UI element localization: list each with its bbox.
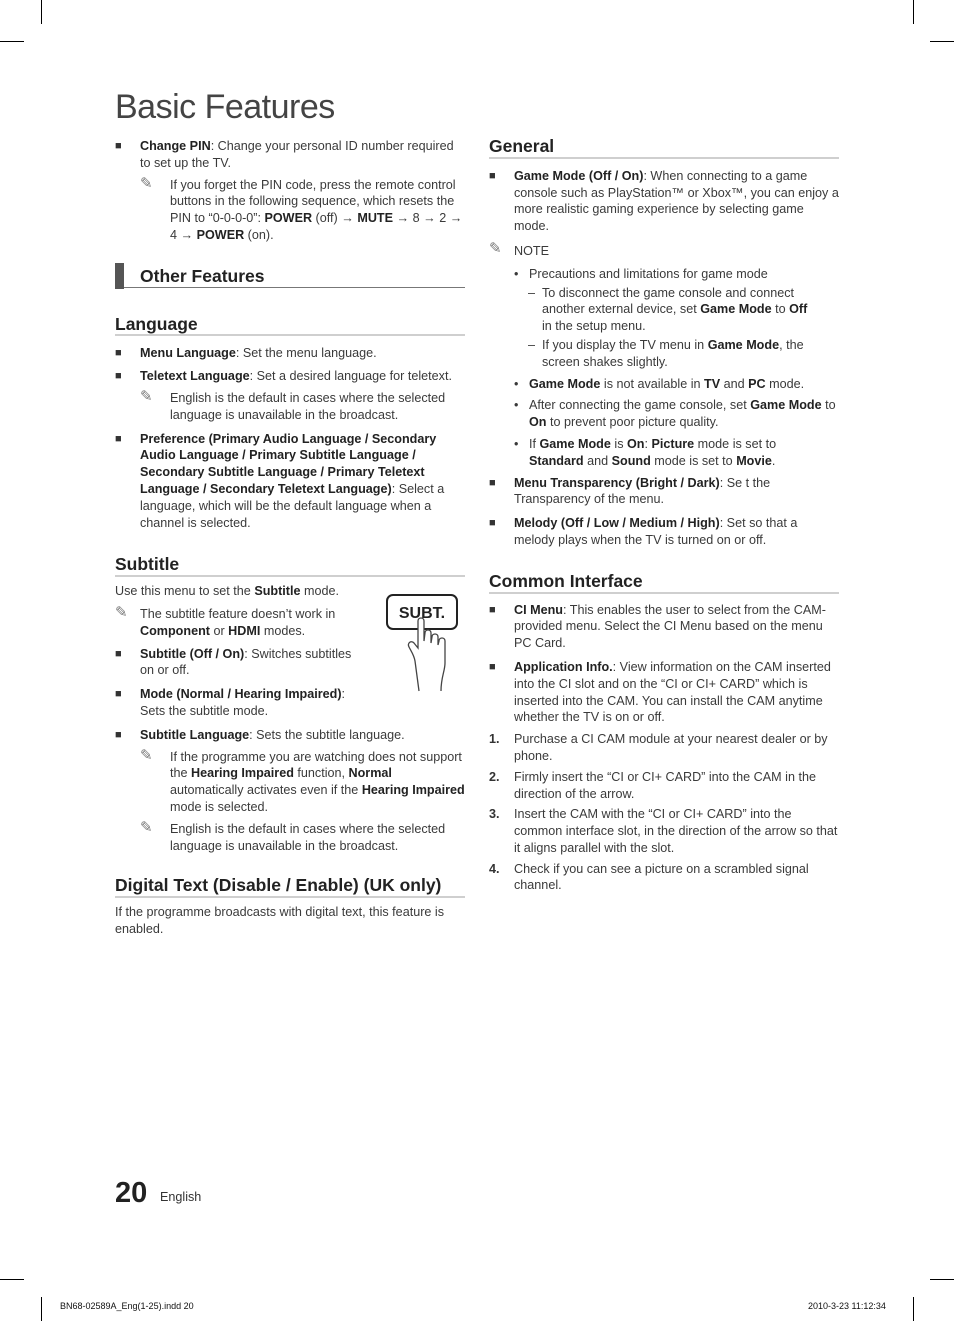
crop-mark <box>930 1279 954 1280</box>
note-pencil-icon: ✎ <box>140 174 153 192</box>
bullet-square-icon: ■ <box>115 432 122 445</box>
bullet-square-icon: ■ <box>489 476 496 489</box>
slug-file: BN68-02589A_Eng(1-25).indd 20 <box>60 1301 194 1311</box>
digital-text-body: If the programme broadcasts with digital text, this feature is enabled. <box>115 905 444 936</box>
mode-normal-item: ■ Mode (Normal / Hearing Impaired): Sets the subtitle mode. <box>115 687 346 718</box>
ci-step: 1. Purchase a CI CAM module at your nearest dealer or by phone. <box>489 732 828 763</box>
note-subitem-shake: – If you display the TV menu in Game Mode, the screen shakes slightly. <box>528 337 804 369</box>
ci-step: 4. Check if you can see a picture on a scrambled signal channel. <box>489 861 809 893</box>
teletext-language-item: ■ Teletext Language: Set a desired language for teletext. <box>115 369 452 384</box>
menu-transparency-item: ■ Menu Transparency (Bright / Dark): Se t the Transparency of the menu. <box>489 475 771 507</box>
crop-mark <box>913 0 914 24</box>
menu-language-item: ■ Menu Language: Set the menu language. <box>115 346 377 361</box>
note-subitem-disconnect: – To disconnect the game console and connect another external device, set Game Mode to Off in the setup menu. <box>528 285 808 334</box>
left-column <box>115 138 465 938</box>
bullet-square-icon: ■ <box>115 347 122 360</box>
subt-button-hand-icon <box>385 593 461 693</box>
pin-note: ✎ If you forget the PIN code, press the remote control buttons in the following sequence, which resets the PIN to “0-0-0-0”: POWER (off) → MUTE → 8 → 2 → 4 → POWER (on). <box>140 174 463 242</box>
bullet-square-icon: ■ <box>115 647 122 660</box>
other-features-heading: Other Features <box>115 267 465 288</box>
note-item-not-available: • Game Mode is not available in TV and PC mode. <box>514 376 805 391</box>
dash-icon: – <box>528 337 536 352</box>
crop-mark <box>41 0 42 24</box>
digital-text-heading: Digital Text (Disable / Enable) (UK only) <box>115 877 465 898</box>
subtitle-note: ✎ The subtitle feature doesn’t work in Component or HDMI modes. <box>115 603 336 638</box>
change-pin-item: ■ Change PIN: Change your personal ID number required to set up the TV. <box>115 139 454 170</box>
ci-menu-item: ■ CI Menu: This enables the user to select from the CAM-provided menu. Select the CI Menu based on the menu PC Card. <box>489 602 826 651</box>
subtitle-heading: Subtitle <box>115 556 465 577</box>
heading-bar <box>115 263 124 289</box>
game-mode-item: ■ Game Mode (Off / On): When connecting to a game console such as PlayStation™ or Xbox™, you can enjoy a more realistic gaming experience by selecting game mode. <box>489 168 839 234</box>
crop-mark <box>930 41 954 42</box>
crop-mark <box>0 1279 24 1280</box>
page-language: English <box>160 1190 202 1204</box>
bullet-square-icon: ■ <box>115 140 122 152</box>
page-title: Basic Features <box>115 88 335 126</box>
bullet-dot-icon: • <box>514 376 519 391</box>
bullet-square-icon: ■ <box>489 660 496 673</box>
subtitle-note-1: ✎ If the programme you are watching does not support the Hearing Impaired function, Normal automatically activates even if the Hearing Impaired mode is selected. <box>140 746 465 814</box>
bullet-square-icon: ■ <box>115 728 122 741</box>
bullet-dot-icon: • <box>514 436 519 451</box>
preference-item: ■ Preference (Primary Audio Language / Secondary Audio Language / Primary Subtitle Language / Secondary Subtitle Language / Primary Teletext Language / Secondary Teletext Language): Select a language, which will be the default language when a channel is selected. <box>115 431 445 530</box>
melody-item: ■ Melody (Off / Low / Medium / High): Set so that a melody plays when the TV is turned on or off. <box>489 516 798 547</box>
slug-timestamp: 2010-3-23 11:12:34 <box>808 1301 886 1311</box>
common-interface-heading: Common Interface <box>489 573 839 594</box>
application-info-item: ■ Application Info.: View information on the CAM inserted into the CI slot and on the “CI or CI+ CARD” which is inserted into the CAM. You can install the CAM anytime whether the TV is on or off. <box>489 659 831 725</box>
note-pencil-icon: ✎ <box>489 239 502 257</box>
bullet-square-icon: ■ <box>115 370 122 383</box>
bullet-square-icon: ■ <box>489 517 496 530</box>
note-pencil-icon: ✎ <box>140 818 153 836</box>
note-item-precautions: • Precautions and limitations for game mode <box>514 266 768 281</box>
subtitle-note-2: ✎ English is the default in cases where the selected language is unavailable in the broadcast. <box>140 818 446 853</box>
subtitle-section <box>115 583 465 679</box>
crop-mark <box>913 1297 914 1321</box>
dash-icon: – <box>528 285 536 300</box>
note-label: ✎ NOTE <box>489 239 549 258</box>
general-heading: General <box>489 138 839 159</box>
ci-step: 2. Firmly insert the “CI or CI+ CARD” into the CAM in the direction of the arrow. <box>489 769 816 801</box>
right-column <box>489 138 839 894</box>
bullet-square-icon: ■ <box>115 688 122 701</box>
crop-mark <box>0 41 24 42</box>
bullet-dot-icon: • <box>514 398 519 413</box>
subtitle-intro: Use this menu to set the Subtitle mode. <box>115 584 340 599</box>
subtitle-language-item: ■ Subtitle Language: Sets the subtitle language. <box>115 727 405 742</box>
bullet-dot-icon: • <box>514 266 519 281</box>
subtitle-onoff-item: ■ Subtitle (Off / On): Switches subtitles on or off. <box>115 646 352 678</box>
bullet-square-icon: ■ <box>489 603 496 616</box>
ci-step: 3. Insert the CAM with the “CI or CI+ CARD” into the common interface slot, in the direction of the arrow so that it aligns parallel with the slot. <box>489 807 838 855</box>
language-heading: Language <box>115 316 465 337</box>
teletext-note: ✎ English is the default in cases where the selected language is unavailable in the broadcast. <box>140 387 446 422</box>
note-pencil-icon: ✎ <box>115 603 128 621</box>
note-item-game-mode-on: • If Game Mode is On: Picture mode is set to Standard and Sound mode is set to Movie. <box>514 436 777 468</box>
note-pencil-icon: ✎ <box>140 746 153 764</box>
note-item-after-connecting: • After connecting the game console, set Game Mode to On to prevent poor picture quality. <box>514 398 836 430</box>
crop-mark <box>41 1297 42 1321</box>
note-pencil-icon: ✎ <box>140 387 153 405</box>
page-number: 20 <box>115 1177 148 1209</box>
subt-label: SUBT. <box>398 605 446 623</box>
bullet-square-icon: ■ <box>489 169 496 182</box>
